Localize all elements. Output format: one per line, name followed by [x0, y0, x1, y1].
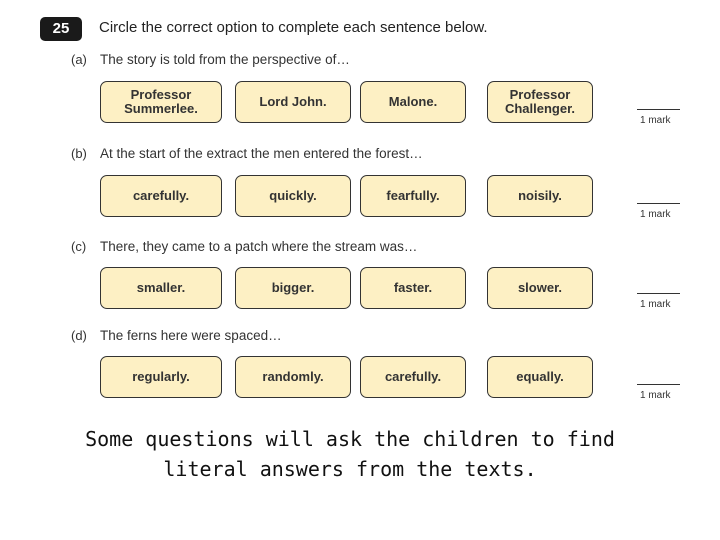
- question-d-option-4[interactable]: equally.: [487, 356, 593, 398]
- question-a-text: The story is told from the perspective of…: [100, 52, 350, 67]
- question-a-option-1[interactable]: Professor Summerlee.: [100, 81, 222, 123]
- question-a-mark: 1 mark: [640, 115, 671, 126]
- question-c-mark: 1 mark: [640, 299, 671, 310]
- question-d-answer-line: [637, 384, 680, 385]
- question-c-option-3[interactable]: faster.: [360, 267, 466, 309]
- question-b-option-4[interactable]: noisily.: [487, 175, 593, 217]
- question-d-option-2[interactable]: randomly.: [235, 356, 351, 398]
- instruction-text: Circle the correct option to complete each sentence below.: [99, 19, 488, 36]
- question-number-badge: 25: [40, 17, 82, 41]
- question-d-text: The ferns here were spaced…: [100, 328, 282, 343]
- question-d-option-1[interactable]: regularly.: [100, 356, 222, 398]
- question-c-letter: (c): [71, 239, 87, 254]
- question-a-answer-line: [637, 109, 680, 110]
- question-b-letter: (b): [71, 146, 87, 161]
- question-b-answer-line: [637, 203, 680, 204]
- question-c-option-4[interactable]: slower.: [487, 267, 593, 309]
- question-a-option-3[interactable]: Malone.: [360, 81, 466, 123]
- question-d-letter: (d): [71, 328, 87, 343]
- question-c-option-1[interactable]: smaller.: [100, 267, 222, 309]
- question-b-option-2[interactable]: quickly.: [235, 175, 351, 217]
- question-a-option-4[interactable]: Professor Challenger.: [487, 81, 593, 123]
- question-b-mark: 1 mark: [640, 209, 671, 220]
- question-b-option-1[interactable]: carefully.: [100, 175, 222, 217]
- question-a-letter: (a): [71, 52, 87, 67]
- question-d-mark: 1 mark: [640, 390, 671, 401]
- question-b-text: At the start of the extract the men entered the forest…: [100, 146, 423, 161]
- question-b-option-3[interactable]: fearfully.: [360, 175, 466, 217]
- question-c-text: There, they came to a patch where the stream was…: [100, 239, 418, 254]
- question-c-answer-line: [637, 293, 680, 294]
- slide-caption: Some questions will ask the children to find literal answers from the texts.: [85, 427, 615, 481]
- question-d-option-3[interactable]: carefully.: [360, 356, 466, 398]
- question-a-option-2[interactable]: Lord John.: [235, 81, 351, 123]
- question-c-option-2[interactable]: bigger.: [235, 267, 351, 309]
